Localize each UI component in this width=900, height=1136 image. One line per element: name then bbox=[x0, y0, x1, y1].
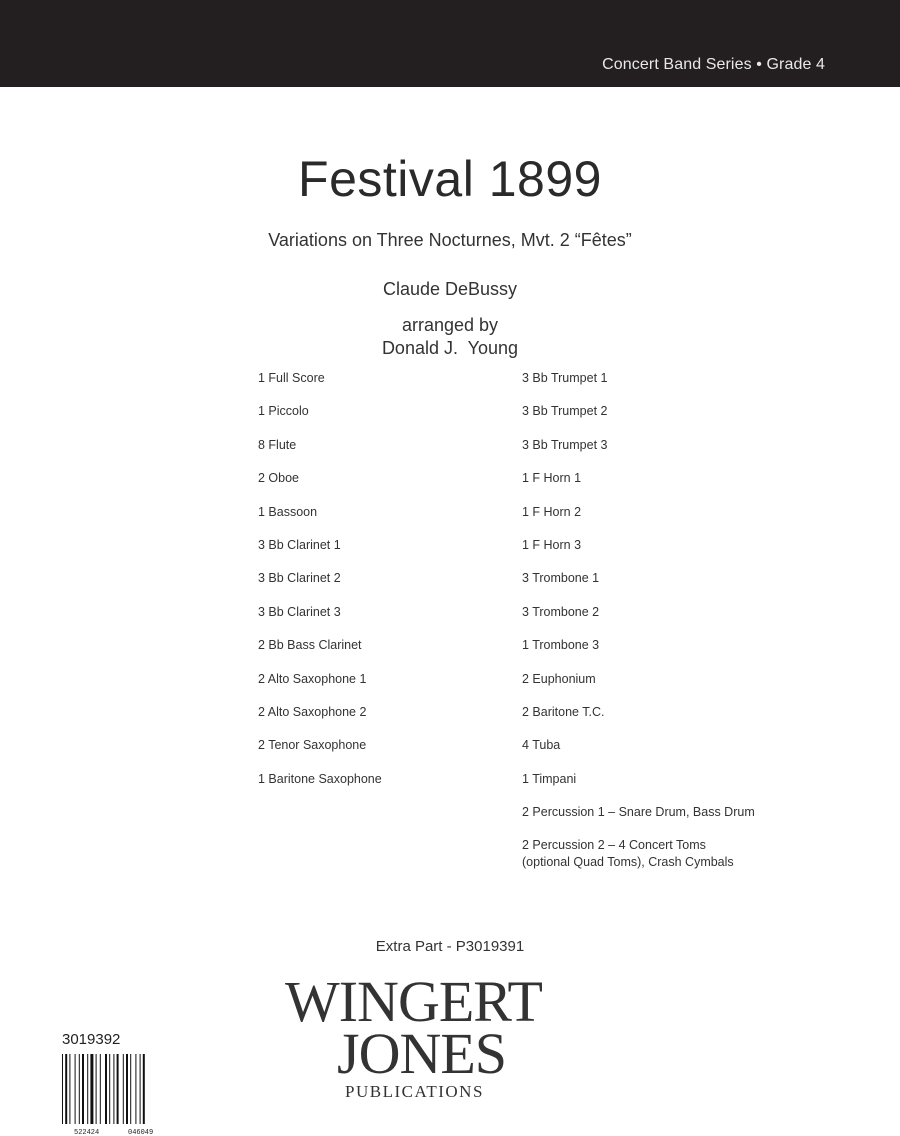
publisher-logo bbox=[285, 969, 615, 1112]
part-item: 2 Tenor Saxophone bbox=[258, 738, 367, 753]
parts-list-left bbox=[258, 370, 382, 804]
part-item: 3 Bb Trumpet 2 bbox=[522, 404, 608, 419]
barcode-icon bbox=[60, 1054, 178, 1136]
barcode-bar bbox=[126, 1054, 128, 1126]
part-item: 1 Full Score bbox=[258, 371, 325, 385]
part-item: 8 Flute bbox=[258, 437, 297, 452]
barcode-bar bbox=[75, 1054, 76, 1126]
barcode-bar bbox=[100, 1054, 101, 1126]
subtitle: Variations on Three Nocturnes, Mvt. 2 “Fêtes” bbox=[268, 230, 632, 250]
barcode-bar bbox=[135, 1054, 136, 1126]
part-item-percussion-2 bbox=[522, 837, 755, 870]
logo-line-2: JONES bbox=[337, 1021, 507, 1086]
part-item: 2 Oboe bbox=[258, 471, 300, 486]
part-item: 2 Alto Saxophone 2 bbox=[258, 704, 367, 719]
part-item: 1 F Horn 3 bbox=[522, 537, 582, 552]
barcode-bar bbox=[105, 1054, 107, 1136]
series-grade-label: Concert Band Series • Grade 4 bbox=[602, 56, 825, 73]
part-item: 1 Bassoon bbox=[258, 504, 318, 519]
barcode-bar bbox=[113, 1054, 114, 1126]
barcode-digits-right: 046049 bbox=[128, 1129, 154, 1136]
page-title: Festival 1899 bbox=[298, 151, 602, 207]
barcode-bar bbox=[117, 1054, 119, 1126]
part-item: 1 F Horn 1 bbox=[522, 471, 582, 486]
part-item: 3 Trombone 1 bbox=[522, 571, 600, 586]
barcode-bar bbox=[65, 1054, 67, 1136]
barcode-digits-left: 522424 bbox=[74, 1129, 100, 1136]
logo-line-1: WINGERT bbox=[285, 969, 542, 1034]
barcode-bar bbox=[82, 1054, 84, 1126]
barcode-bar bbox=[109, 1054, 110, 1126]
part-item: 3 Bb Clarinet 2 bbox=[258, 571, 341, 586]
part-item: 3 Bb Clarinet 3 bbox=[258, 604, 341, 619]
part-line: (optional Quad Toms), Crash Cymbals bbox=[522, 854, 734, 869]
part-item: 3 Bb Clarinet 1 bbox=[258, 537, 341, 552]
part-item: 2 Alto Saxophone 1 bbox=[258, 671, 367, 686]
part-item: 3 Bb Trumpet 1 bbox=[522, 371, 608, 385]
part-item: 2 Baritone T.C. bbox=[522, 704, 605, 719]
arranger-name: Donald J. Young bbox=[381, 338, 519, 358]
part-line: 2 Percussion 2 – 4 Concert Toms bbox=[522, 838, 706, 853]
header-bar bbox=[0, 0, 900, 87]
barcode-bar bbox=[69, 1054, 70, 1126]
barcode-bar bbox=[90, 1054, 93, 1126]
part-item: 1 Trombone 3 bbox=[522, 638, 600, 653]
part-item: 2 Bb Bass Clarinet bbox=[258, 638, 362, 653]
barcode-bar bbox=[143, 1054, 145, 1136]
barcode-bar bbox=[87, 1054, 88, 1126]
part-item: 1 Baritone Saxophone bbox=[258, 771, 382, 786]
catalog-number: 3019392 bbox=[62, 1031, 121, 1048]
extra-part-number: Extra Part - P3019391 bbox=[375, 938, 525, 955]
arranger-block bbox=[0, 314, 900, 360]
barcode-bar bbox=[123, 1054, 124, 1126]
part-item: 4 Tuba bbox=[522, 738, 561, 753]
parts-list-right bbox=[522, 370, 755, 870]
composer-name: Claude DeBussy bbox=[382, 279, 518, 299]
part-item: 2 Euphonium bbox=[522, 671, 596, 686]
barcode-bar bbox=[62, 1054, 63, 1136]
barcode-bar bbox=[96, 1054, 97, 1126]
barcode-bar bbox=[140, 1054, 141, 1126]
part-item: 1 F Horn 2 bbox=[522, 504, 582, 519]
part-item: 3 Bb Trumpet 3 bbox=[522, 437, 608, 452]
barcode-bar bbox=[79, 1054, 80, 1126]
barcode-bar bbox=[130, 1054, 131, 1126]
logo-line-3: PUBLICATIONS bbox=[345, 1082, 484, 1101]
part-item: 3 Trombone 2 bbox=[522, 604, 600, 619]
part-item: 1 Timpani bbox=[522, 771, 577, 786]
part-item: 2 Percussion 1 – Snare Drum, Bass Drum bbox=[522, 805, 755, 820]
arranged-by-label: arranged by bbox=[401, 315, 499, 335]
part-item: 1 Piccolo bbox=[258, 404, 309, 419]
